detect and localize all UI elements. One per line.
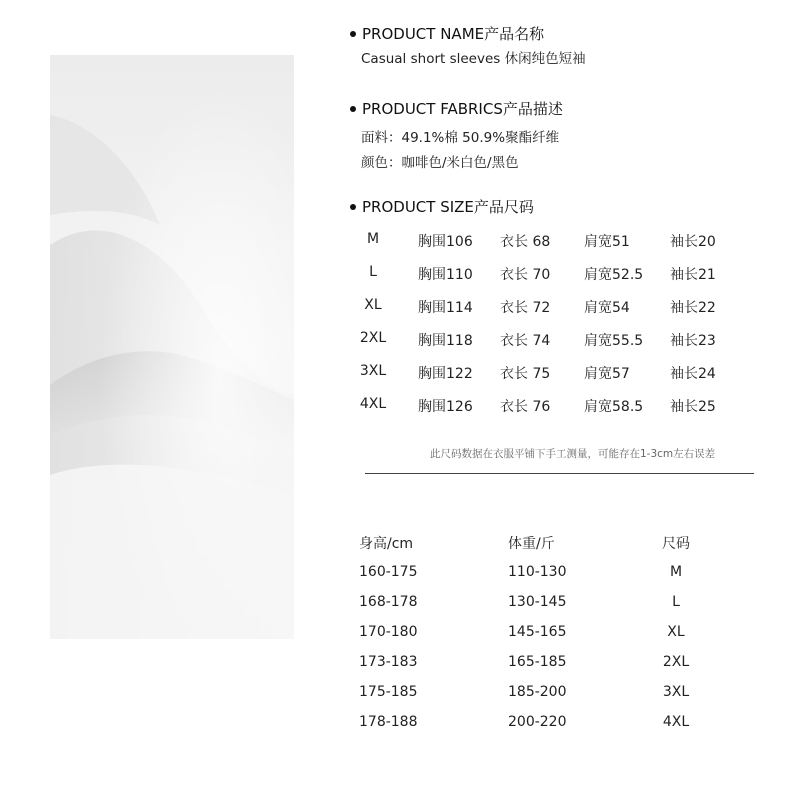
- shoulder-cell: 肩宽55.5: [584, 333, 644, 349]
- shoulder-cell: 肩宽51: [584, 234, 630, 250]
- recommendation-row: [0, 564, 790, 584]
- size-cell: 2XL: [662, 654, 690, 670]
- size-cell: L: [672, 594, 680, 610]
- size-table-row: [0, 297, 790, 317]
- size-cell: 4XL: [359, 396, 387, 412]
- shoulder-cell: 肩宽52.5: [584, 267, 644, 283]
- weight-cell: 145-165: [508, 624, 567, 640]
- product-name-value: Casual short sleeves 休闲纯色短袖: [361, 51, 586, 67]
- size-cell: XL: [667, 624, 685, 640]
- bullet-icon: [350, 106, 356, 112]
- weight-cell: 185-200: [508, 684, 567, 700]
- chest-cell: 胸围122: [418, 366, 473, 382]
- length-cell: 衣长 68: [500, 234, 551, 250]
- chest-cell: 胸围114: [418, 300, 473, 316]
- recommendation-row: [0, 654, 790, 674]
- size-table-row: [0, 264, 790, 284]
- size-cell: 2XL: [359, 330, 387, 346]
- product-size-heading: PRODUCT SIZE产品尺码: [362, 198, 534, 216]
- weight-cell: 200-220: [508, 714, 567, 730]
- chest-cell: 胸围110: [418, 267, 473, 283]
- size-cell: 3XL: [359, 363, 387, 379]
- size-cell: M: [669, 564, 683, 580]
- chest-cell: 胸围126: [418, 399, 473, 415]
- sleeve-cell: 袖长22: [670, 300, 716, 316]
- size-table-row: [0, 231, 790, 251]
- size-cell: XL: [364, 297, 382, 313]
- sleeve-cell: 袖长24: [670, 366, 716, 382]
- product-name-heading: PRODUCT NAME产品名称: [362, 25, 545, 43]
- sleeve-cell: 袖长21: [670, 267, 716, 283]
- height-cell: 178-188: [359, 714, 418, 730]
- shoulder-cell: 肩宽58.5: [584, 399, 644, 415]
- length-cell: 衣长 74: [500, 333, 551, 349]
- recommendation-row: [0, 624, 790, 644]
- bullet-icon: [350, 31, 356, 37]
- recommendation-header-row: [0, 533, 790, 553]
- height-cell: 170-180: [359, 624, 418, 640]
- length-cell: 衣长 70: [500, 267, 551, 283]
- size-table-row: [0, 396, 790, 416]
- weight-cell: 110-130: [508, 564, 567, 580]
- size-table-row: [0, 363, 790, 383]
- length-cell: 衣长 72: [500, 300, 551, 316]
- weight-cell: 165-185: [508, 654, 567, 670]
- size-cell: M: [366, 231, 380, 247]
- size-cell: L: [369, 264, 377, 280]
- product-fabrics-heading: PRODUCT FABRICS产品描述: [362, 100, 563, 118]
- sleeve-cell: 袖长25: [670, 399, 716, 415]
- height-cell: 175-185: [359, 684, 418, 700]
- size-cell: 3XL: [662, 684, 690, 700]
- size-header: 尺码: [662, 536, 690, 552]
- height-cell: 173-183: [359, 654, 418, 670]
- height-cell: 168-178: [359, 594, 418, 610]
- height-header: 身高/cm: [359, 536, 414, 552]
- recommendation-row: [0, 714, 790, 734]
- bullet-icon: [350, 204, 356, 210]
- fabric-colors-line: 颜色：咖啡色/米白色/黑色: [361, 155, 519, 171]
- height-cell: 160-175: [359, 564, 418, 580]
- shoulder-cell: 肩宽54: [584, 300, 630, 316]
- product-name-title: [350, 23, 544, 44]
- recommendation-row: [0, 684, 790, 704]
- product-size-title: [350, 196, 534, 217]
- size-cell: 4XL: [662, 714, 690, 730]
- weight-cell: 130-145: [508, 594, 567, 610]
- section-divider: [365, 473, 754, 474]
- size-table-row: [0, 330, 790, 350]
- shoulder-cell: 肩宽57: [584, 366, 630, 382]
- chest-cell: 胸围106: [418, 234, 473, 250]
- weight-header: 体重/斤: [508, 536, 555, 552]
- length-cell: 衣长 75: [500, 366, 551, 382]
- sleeve-cell: 袖长20: [670, 234, 716, 250]
- measurement-note: 此尺码数据在衣服平铺下手工测量，可能存在1-3cm左右误差: [430, 448, 716, 460]
- sleeve-cell: 袖长23: [670, 333, 716, 349]
- chest-cell: 胸围118: [418, 333, 473, 349]
- product-fabrics-title: [350, 98, 563, 119]
- fabric-material-line: 面料：49.1%棉 50.9%聚酯纤维: [361, 130, 560, 146]
- length-cell: 衣长 76: [500, 399, 551, 415]
- recommendation-row: [0, 594, 790, 614]
